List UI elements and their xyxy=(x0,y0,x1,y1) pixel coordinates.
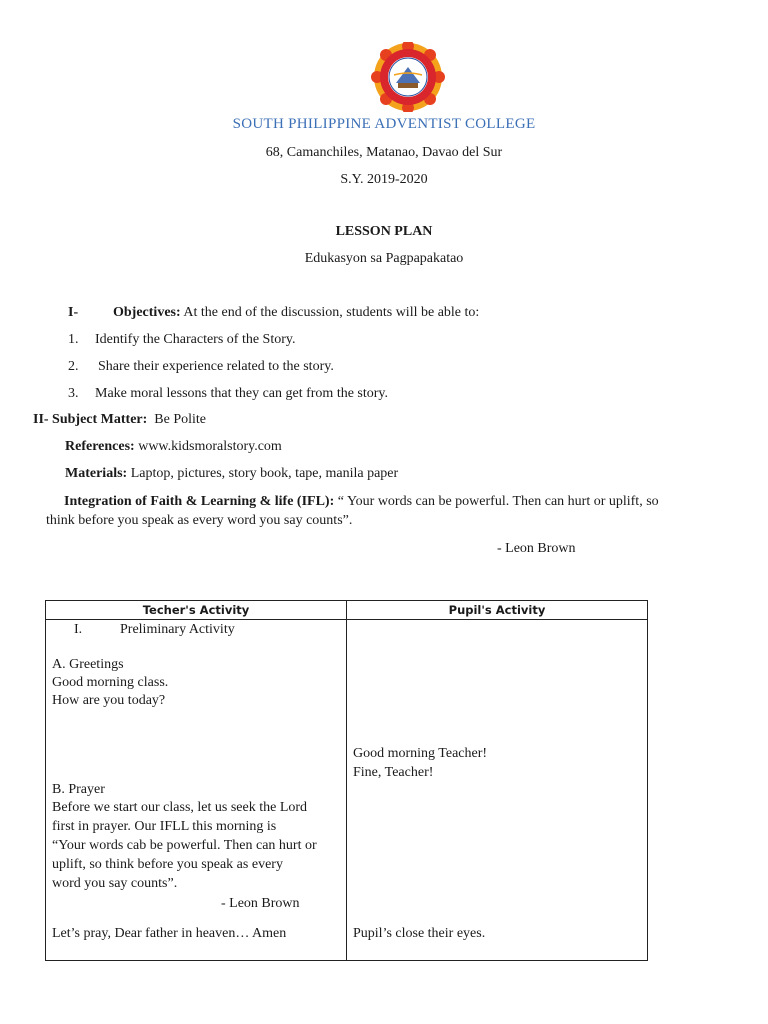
materials-label: Materials: xyxy=(65,466,128,481)
objectives-intro: At the end of the discussion, students will be able to: xyxy=(180,305,480,320)
college-address: 68, Camanchiles, Matanao, Davao del Sur xyxy=(265,145,503,160)
section-number: I. xyxy=(74,622,83,637)
objective-number-1: 1. xyxy=(68,332,79,347)
pray-line: Let’s pray, Dear father in heaven… Amen xyxy=(52,926,287,941)
greetings-label: A. Greetings xyxy=(52,657,124,672)
objectives-line xyxy=(113,305,479,321)
pupil-activity-cell xyxy=(347,620,648,961)
school-year: S.Y. 2019-2020 xyxy=(340,172,428,187)
references-label: References: xyxy=(65,439,135,454)
pupil-eyes-line: Pupil’s close their eyes. xyxy=(353,926,486,941)
activity-table xyxy=(45,600,648,961)
ifl-author: - Leon Brown xyxy=(497,541,576,556)
subject-matter-value: Be Polite xyxy=(154,412,207,427)
prayer-line-5: word you say counts”. xyxy=(52,876,178,891)
table-header-row xyxy=(46,601,648,620)
materials-line xyxy=(65,466,398,482)
subject-matter-label: II- Subject Matter: xyxy=(33,412,148,427)
objective-text-1: Identify the Characters of the Story. xyxy=(95,332,296,347)
ifl-paragraph xyxy=(46,492,726,530)
pupil-reply-line-1: Good morning Teacher! xyxy=(353,746,488,761)
pupil-activity-header: Pupil's Activity xyxy=(347,601,648,620)
pupil-reply-line-2: Fine, Teacher! xyxy=(353,765,434,780)
greeting-line-1: Good morning class. xyxy=(52,675,169,690)
teacher-activity-cell xyxy=(46,620,347,961)
prayer-label: B. Prayer xyxy=(52,782,105,797)
objective-text-2: Share their experience related to the story. xyxy=(98,359,334,374)
objectives-label: Objectives: xyxy=(113,305,181,320)
document-title: LESSON PLAN xyxy=(335,224,433,239)
ifl-quote-line-1: “ Your words can be powerful. Then can hurt or uplift, so xyxy=(334,494,659,509)
objective-number-2: 2. xyxy=(68,359,79,374)
prayer-line-4: uplift, so think before you speak as every xyxy=(52,857,283,872)
ifl-quote-line-2: think before you speak as every word you say counts”. xyxy=(46,513,353,528)
objective-number-3: 3. xyxy=(68,386,79,401)
objectives-roman-numeral: I- xyxy=(68,305,79,320)
teacher-activity-header: Techer's Activity xyxy=(46,601,347,620)
references-line xyxy=(65,439,282,455)
prayer-line-1: Before we start our class, let us seek the Lord xyxy=(52,800,308,815)
materials-value: Laptop, pictures, story book, tape, manila paper xyxy=(127,466,399,481)
subject-title: Edukasyon sa Pagpapakatao xyxy=(304,251,464,266)
greeting-line-2: How are you today? xyxy=(52,693,166,708)
subject-matter-line xyxy=(33,412,206,428)
ifl-label: Integration of Faith & Learning & life (IFL): xyxy=(64,494,335,509)
college-name: SOUTH PHILIPPINE ADVENTIST COLLEGE xyxy=(232,116,536,132)
college-seal-logo xyxy=(369,42,447,112)
objective-text-3: Make moral lessons that they can get from the story. xyxy=(95,386,389,401)
references-value: www.kidsmoralstory.com xyxy=(134,439,282,454)
prayer-line-2: first in prayer. Our IFLL this morning is xyxy=(52,819,277,834)
section-title: Preliminary Activity xyxy=(120,622,235,637)
table-row xyxy=(46,620,648,961)
prayer-author: - Leon Brown xyxy=(221,896,300,911)
prayer-line-3: “Your words cab be powerful. Then can hurt or xyxy=(52,838,317,853)
